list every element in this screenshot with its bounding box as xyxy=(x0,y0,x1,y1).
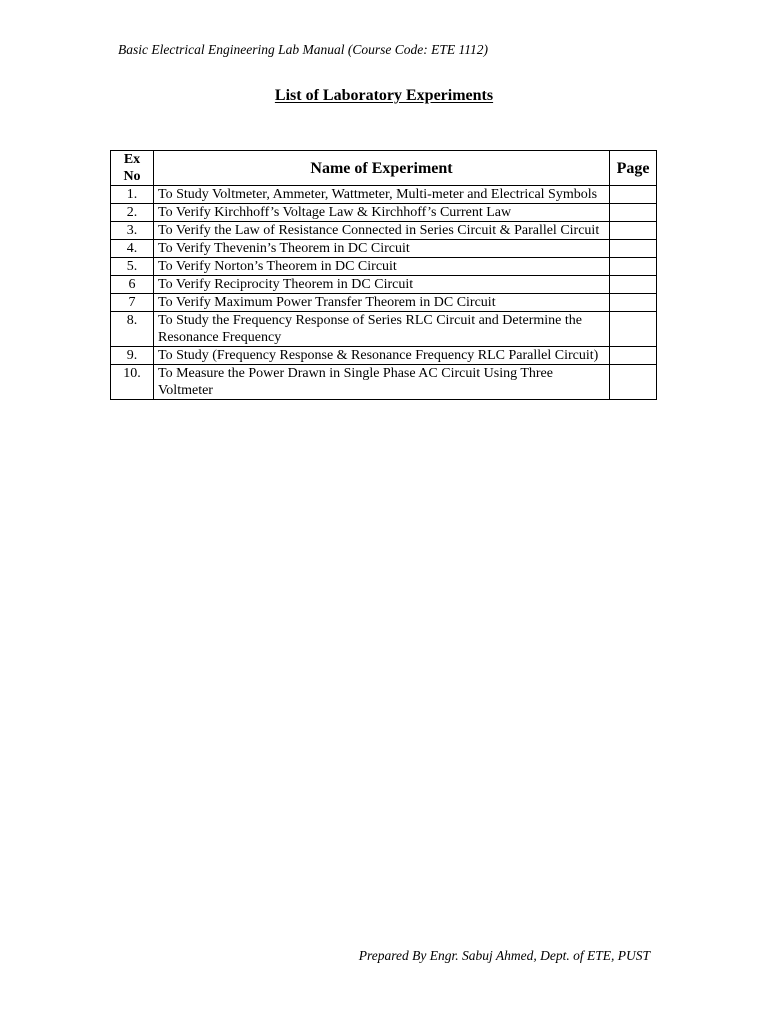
experiment-page xyxy=(610,186,657,204)
table-row xyxy=(111,240,657,258)
experiment-page xyxy=(610,365,657,400)
experiments-table xyxy=(110,150,657,400)
experiment-name: To Study (Frequency Response & Resonance Frequency RLC Parallel Circuit) xyxy=(154,347,610,365)
table-row xyxy=(111,365,657,400)
experiment-number: 5. xyxy=(111,258,154,276)
table-row xyxy=(111,204,657,222)
experiment-number: 8. xyxy=(111,312,154,347)
experiment-page xyxy=(610,204,657,222)
experiment-name: To Measure the Power Drawn in Single Phase AC Circuit Using Three Voltmeter xyxy=(154,365,610,400)
experiment-name: To Verify Thevenin’s Theorem in DC Circuit xyxy=(154,240,610,258)
column-header-ex-no: Ex No xyxy=(111,151,154,186)
column-header-page: Page xyxy=(610,151,657,186)
experiment-page xyxy=(610,347,657,365)
column-header-name: Name of Experiment xyxy=(154,151,610,186)
experiment-page xyxy=(610,294,657,312)
experiment-number: 3. xyxy=(111,222,154,240)
experiment-name: To Study Voltmeter, Ammeter, Wattmeter, Multi-meter and Electrical Symbols xyxy=(154,186,610,204)
table-row xyxy=(111,347,657,365)
table-row xyxy=(111,294,657,312)
table-row xyxy=(111,258,657,276)
experiment-page xyxy=(610,276,657,294)
experiment-number: 9. xyxy=(111,347,154,365)
experiment-page xyxy=(610,240,657,258)
experiment-number: 7 xyxy=(111,294,154,312)
experiment-number: 10. xyxy=(111,365,154,400)
experiment-number: 2. xyxy=(111,204,154,222)
experiment-name: To Verify Reciprocity Theorem in DC Circuit xyxy=(154,276,610,294)
experiment-name: To Verify the Law of Resistance Connected in Series Circuit & Parallel Circuit xyxy=(154,222,610,240)
table-row xyxy=(111,276,657,294)
experiment-name: To Verify Maximum Power Transfer Theorem in DC Circuit xyxy=(154,294,610,312)
page-header: Basic Electrical Engineering Lab Manual (Course Code: ETE 1112) xyxy=(118,42,488,57)
experiment-number: 4. xyxy=(111,240,154,258)
experiment-name: To Study the Frequency Response of Series RLC Circuit and Determine the Resonance Frequency xyxy=(154,312,610,347)
experiment-page xyxy=(610,258,657,276)
page-footer: Prepared By Engr. Sabuj Ahmed, Dept. of ETE, PUST xyxy=(358,948,650,963)
experiment-number: 1. xyxy=(111,186,154,204)
experiment-name: To Verify Kirchhoff’s Voltage Law & Kirchhoff’s Current Law xyxy=(154,204,610,222)
page-title: List of Laboratory Experiments xyxy=(274,87,494,104)
table-header-row xyxy=(111,151,657,186)
experiment-page xyxy=(610,222,657,240)
experiment-name: To Verify Norton’s Theorem in DC Circuit xyxy=(154,258,610,276)
experiment-page xyxy=(610,312,657,347)
table-row xyxy=(111,186,657,204)
table-row xyxy=(111,312,657,347)
table-row xyxy=(111,222,657,240)
experiment-number: 6 xyxy=(111,276,154,294)
